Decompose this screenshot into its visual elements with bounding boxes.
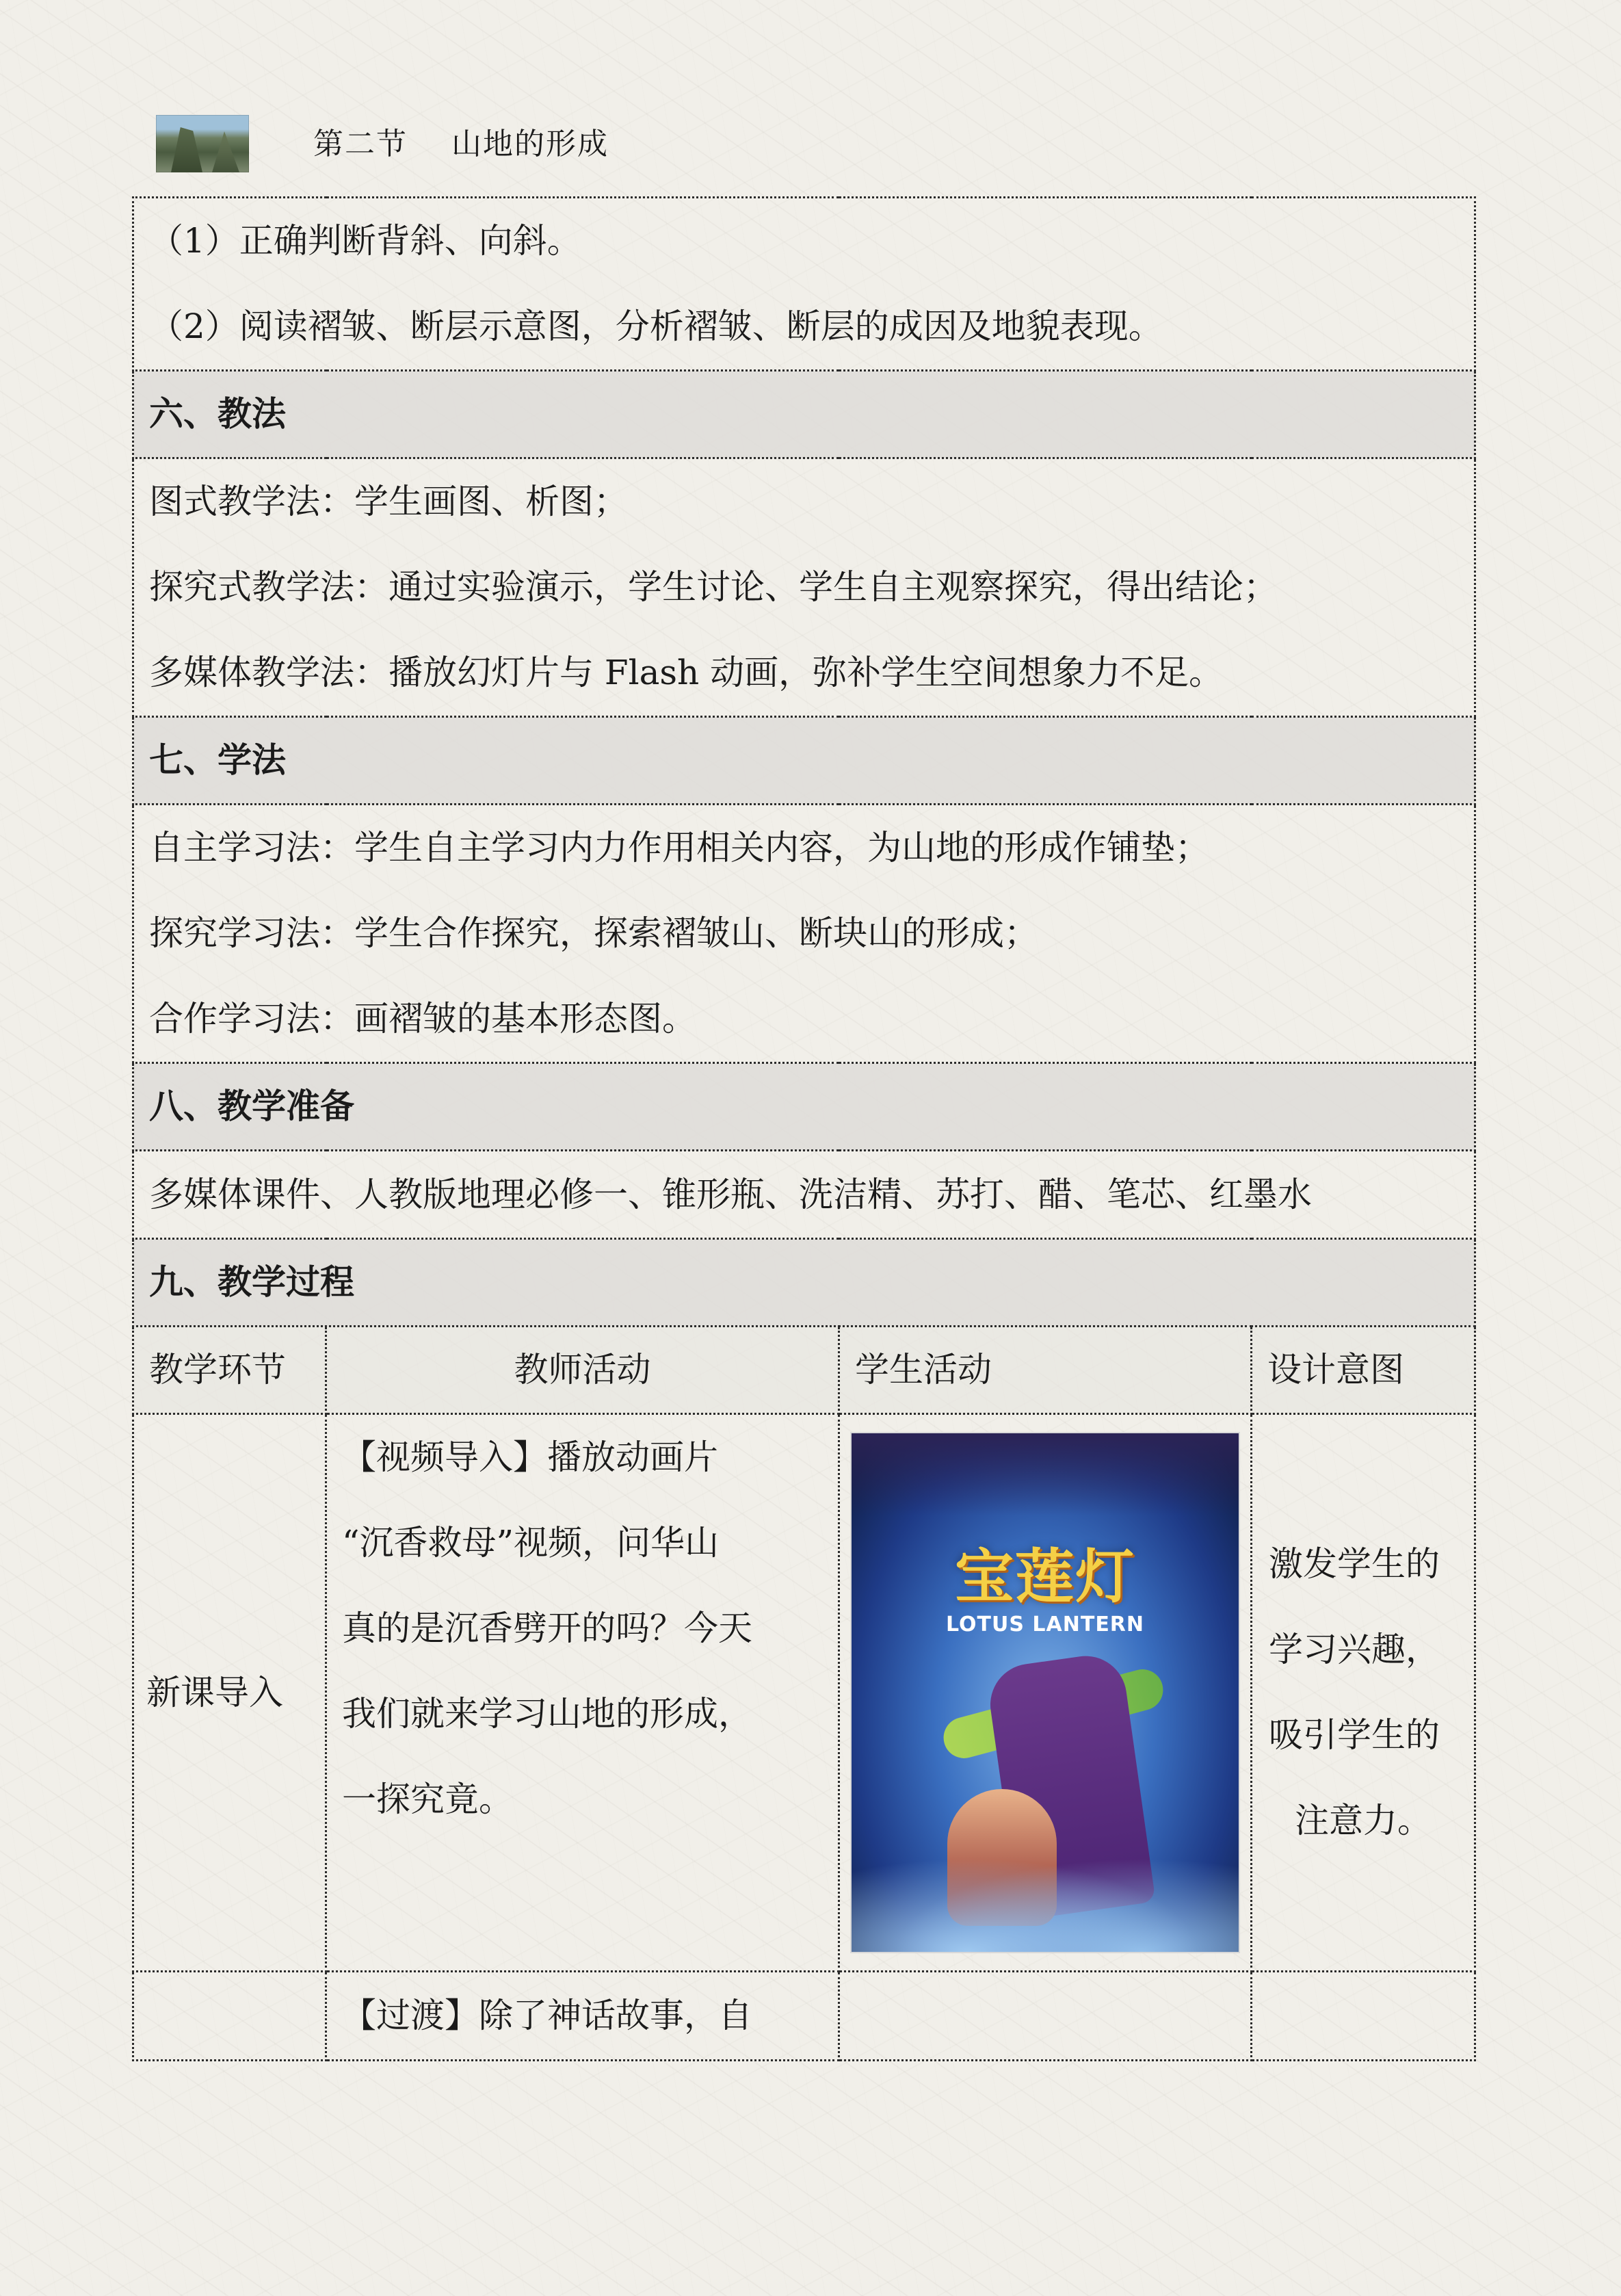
student-activity-cell-2 xyxy=(839,1972,1252,2061)
column-header-teacher: 教师活动 xyxy=(326,1327,839,1414)
process-row-transition xyxy=(133,1972,1475,2061)
poster-subtitle: LOTUS LANTERN xyxy=(945,1613,1145,1636)
teacher-line-4: 我们就来学习山地的形成， xyxy=(342,1694,752,1734)
poster-title: 宝莲灯 xyxy=(955,1543,1135,1611)
method-line-1: 图式教学法：学生画图、析图； xyxy=(149,482,628,521)
design-intent-cell-2 xyxy=(1252,1972,1475,2061)
learning-line-1: 自主学习法：学生自主学习内力作用相关内容，为山地的形成作铺垫； xyxy=(149,828,1209,867)
process-column-header-row xyxy=(133,1327,1475,1414)
process-heading: 九、教学过程 xyxy=(133,1239,1475,1327)
column-header-intent: 设计意图 xyxy=(1252,1327,1475,1414)
objectives-row xyxy=(133,198,1475,371)
learning-line-3: 合作学习法：画褶皱的基本形态图。 xyxy=(149,999,696,1039)
objective-line-2: （2）阅读褶皱、断层示意图，分析褶皱、断层的成因及地貌表现。 xyxy=(149,306,1163,346)
student-activity-cell xyxy=(839,1414,1252,1972)
process-row-intro xyxy=(133,1414,1475,1972)
section-title: 第二节 山地的形成 xyxy=(313,127,609,161)
design-intent-cell xyxy=(1252,1414,1475,1972)
teacher-line-3: 真的是沉香劈开的吗？今天 xyxy=(342,1608,752,1648)
lesson-plan-table xyxy=(132,196,1476,2061)
preparation-heading: 八、教学准备 xyxy=(133,1063,1475,1151)
mountain-landscape-icon xyxy=(156,115,249,172)
teacher-line-1: 【视频导入】播放动画片 xyxy=(342,1437,718,1477)
lotus-lantern-poster xyxy=(852,1433,1239,1952)
column-header-stage: 教学环节 xyxy=(133,1327,326,1414)
method-line-2: 探究式教学法：通过实验演示，学生讨论、学生自主观察探究，得出结论； xyxy=(149,567,1278,607)
column-header-student: 学生活动 xyxy=(839,1327,1252,1414)
teacher-activity-cell xyxy=(326,1414,839,1972)
teacher-activity-cell-2: 【过渡】除了神话故事，自 xyxy=(326,1972,839,2061)
poster-lotus xyxy=(852,1842,1239,1952)
intent-line-2: 学习兴趣， xyxy=(1269,1630,1440,1669)
preparation-row xyxy=(133,1151,1475,1239)
method-line-3: 多媒体教学法：播放幻灯片与 Flash 动画，弥补学生空间想象力不足。 xyxy=(149,653,1224,692)
learning-heading: 七、学法 xyxy=(133,717,1475,805)
intent-line-4: 注意力。 xyxy=(1295,1801,1432,1840)
methods-heading-row xyxy=(133,371,1475,458)
intent-line-1: 激发学生的 xyxy=(1269,1544,1440,1584)
learning-line-2: 探究学习法：学生合作探究，探索褶皱山、断块山的形成； xyxy=(149,913,1038,953)
stage-cell-2 xyxy=(133,1972,326,2061)
methods-heading: 六、教法 xyxy=(133,371,1475,458)
process-heading-row xyxy=(133,1239,1475,1327)
preparation-text: 多媒体课件、人教版地理必修一、锥形瓶、洗洁精、苏打、醋、笔芯、红墨水 xyxy=(133,1151,1475,1239)
learning-heading-row xyxy=(133,717,1475,805)
preparation-heading-row xyxy=(133,1063,1475,1151)
poster-top-shade xyxy=(852,1433,1239,1515)
teacher-line-2: “沉香救母”视频，问华山 xyxy=(342,1523,720,1563)
objective-line-1: （1）正确判断背斜、向斜。 xyxy=(149,221,581,261)
learning-row xyxy=(133,805,1475,1063)
intent-line-3: 吸引学生的 xyxy=(1269,1715,1440,1755)
methods-row xyxy=(133,458,1475,717)
page-header xyxy=(156,115,1455,172)
stage-cell: 新课导入 xyxy=(133,1414,326,1972)
teacher-line-5: 一探究竟。 xyxy=(342,1779,513,1819)
